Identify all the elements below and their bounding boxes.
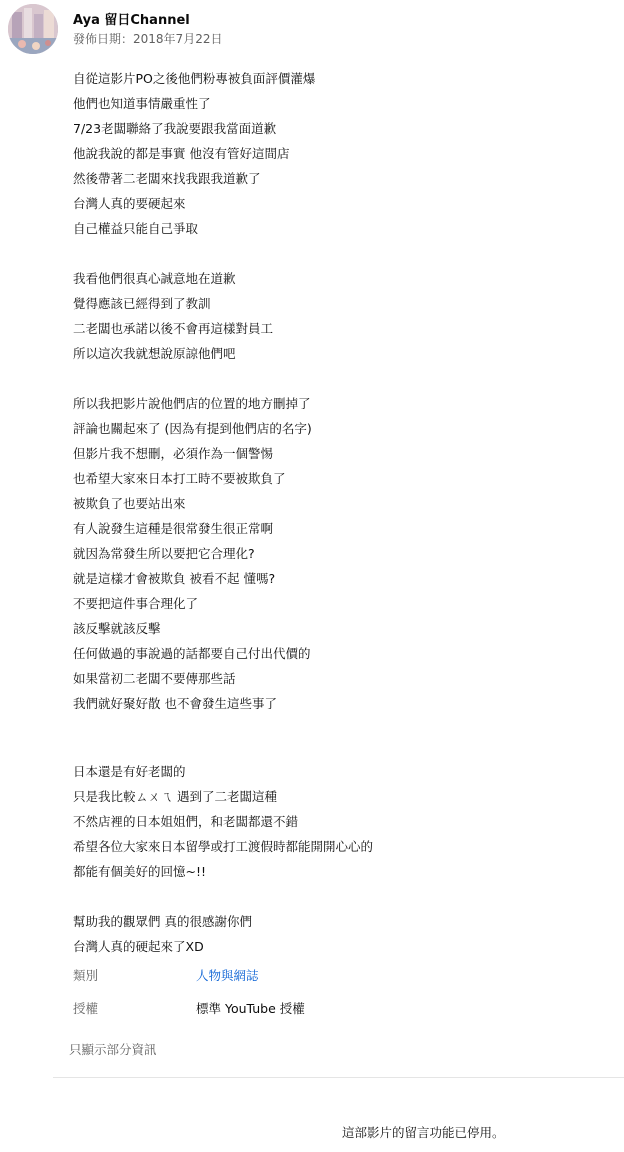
description-line: 所以我把影片說他們店的位置的地方刪掉了 — [73, 396, 311, 411]
description-paragraph — [73, 391, 593, 716]
category-label: 類別 — [73, 968, 99, 983]
description-line: 他們也知道事情嚴重性了 — [73, 96, 211, 111]
publish-date-value: 2018年7月22日 — [133, 32, 223, 46]
description-line: 評論也關起來了 (因為有提到他們店的名字) — [73, 421, 312, 436]
description-line: 所以這次我就想說原諒他們吧 — [73, 346, 236, 361]
license-label: 授權 — [73, 1001, 99, 1016]
description-line: 自己權益只能自己爭取 — [73, 221, 199, 236]
description-line: 有人說發生這種是很常發生很正常啊 — [73, 521, 274, 536]
description-paragraph — [73, 909, 593, 959]
video-metadata — [73, 962, 593, 1028]
publish-date — [73, 30, 222, 47]
description-line: 幫助我的觀眾們 真的很感謝你們 — [73, 914, 252, 929]
description-line: 7/23老闆聯絡了我說要跟我當面道歉 — [73, 121, 277, 136]
description-line: 他說我說的都是事實 他沒有管好這間店 — [73, 146, 290, 161]
publish-date-label: 發佈日期： — [73, 32, 134, 46]
section-divider — [53, 1077, 624, 1078]
description-paragraph — [73, 66, 593, 241]
comments-disabled-message: 這部影片的留言功能已停用。 — [342, 1125, 505, 1140]
description-line: 我看他們很真心誠意地在道歉 — [73, 271, 236, 286]
license-row — [73, 995, 593, 1028]
description-line: 希望各位大家來日本留學或打工渡假時都能開開心心的 — [73, 839, 374, 854]
description-line: 任何做過的事說過的話都要自己付出代價的 — [73, 646, 311, 661]
description-line: 日本還是有好老闆的 — [73, 764, 186, 779]
description-line: 不要把這件事合理化了 — [73, 596, 199, 611]
description-line: 我們就好聚好散 也不會發生這些事了 — [73, 696, 277, 711]
show-less-button[interactable]: 只顯示部分資訊 — [69, 1042, 157, 1057]
description-line: 也希望大家來日本打工時不要被欺負了 — [73, 471, 286, 486]
video-description — [73, 66, 593, 959]
description-paragraph — [73, 266, 593, 366]
license-value: 標準 YouTube 授權 — [196, 1001, 305, 1016]
description-paragraph — [73, 759, 593, 884]
description-line: 二老闆也承諾以後不會再這樣對員工 — [73, 321, 274, 336]
description-line: 該反擊就該反擊 — [73, 621, 161, 636]
description-line: 都能有個美好的回憶~!! — [73, 864, 206, 879]
description-line: 不然店裡的日本姐姐們，和老闆都還不錯 — [73, 814, 299, 829]
description-line: 但影片我不想刪，必須作為一個警惕 — [73, 446, 274, 461]
description-line: 就因為常發生所以要把它合理化? — [73, 546, 255, 561]
description-line: 被欺負了也要站出來 — [73, 496, 186, 511]
description-line: 覺得應該已經得到了教訓 — [73, 296, 211, 311]
description-line: 就是這樣才會被欺負 被看不起 懂嗎? — [73, 571, 276, 586]
channel-name[interactable]: Aya 留日Channel — [73, 13, 190, 28]
description-line: 台灣人真的要硬起來 — [73, 196, 186, 211]
channel-avatar-icon[interactable] — [8, 4, 58, 54]
description-line: 如果當初二老闆不要傳那些話 — [73, 671, 236, 686]
description-line: 然後帶著二老闆來找我跟我道歉了 — [73, 171, 261, 186]
description-line: 自從這影片PO之後他們粉專被負面評價灌爆 — [73, 71, 316, 86]
description-line: 台灣人真的硬起來了XD — [73, 939, 204, 954]
description-line: 只是我比較ㄙㄨㄟ 遇到了二老闆這種 — [73, 789, 277, 804]
category-link[interactable]: 人物與網誌 — [196, 968, 259, 983]
video-owner-header — [8, 4, 608, 56]
category-row — [73, 962, 593, 995]
